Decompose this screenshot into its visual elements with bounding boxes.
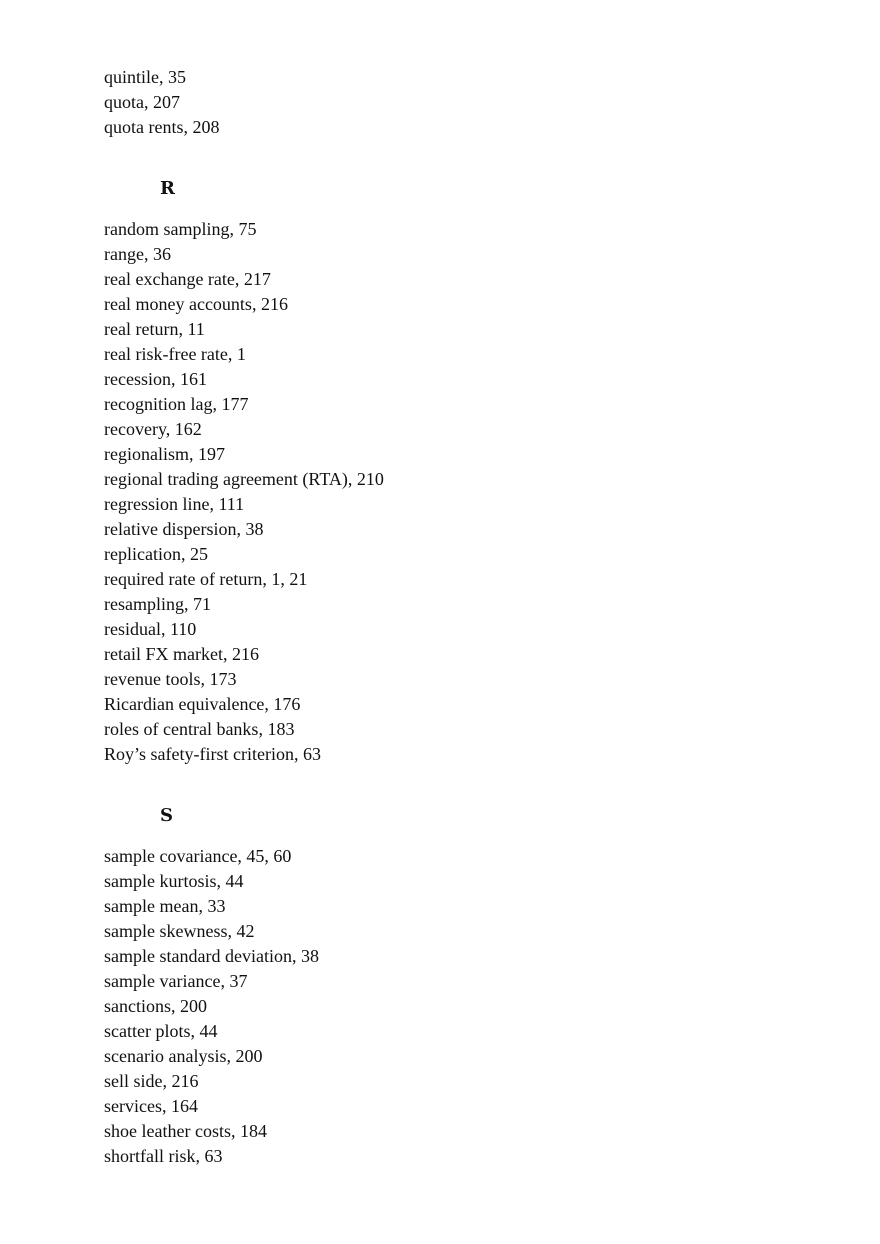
index-entry: real return, 11 [104,319,205,339]
index-entry: scatter plots, 44 [104,1021,218,1041]
index-entry: real risk-free rate, 1 [104,344,246,364]
index-entry: scenario analysis, 200 [104,1046,263,1066]
index-entry: roles of central banks, 183 [104,719,295,739]
index-entry: recovery, 162 [104,419,202,439]
index-entry: regression line, 111 [104,494,245,514]
index-entry: Ricardian equivalence, 176 [104,694,301,714]
index-entry: revenue tools, 173 [104,669,237,689]
index-entry: sample kurtosis, 44 [104,871,244,891]
index-entry: required rate of return, 1, 21 [104,569,308,589]
section-heading-s: S [160,805,173,826]
index-entry: relative dispersion, 38 [104,519,264,539]
section-r-entries [104,217,384,767]
section-s-entries [104,844,319,1169]
index-entry: replication, 25 [104,544,208,564]
index-entry: quota, 207 [104,92,180,112]
index-entry: sample skewness, 42 [104,921,255,941]
index-entry: regional trading agreement (RTA), 210 [104,469,384,489]
index-entry: retail FX market, 216 [104,644,259,664]
section-heading-r: R [160,178,175,199]
index-entry: shortfall risk, 63 [104,1146,223,1166]
index-entry: residual, 110 [104,619,197,639]
index-entry: regionalism, 197 [104,444,225,464]
index-entry: sell side, 216 [104,1071,199,1091]
index-entry: recognition lag, 177 [104,394,249,414]
index-entry: sample covariance, 45, 60 [104,846,292,866]
index-entry: sample mean, 33 [104,896,226,916]
index-entry: sanctions, 200 [104,996,207,1016]
continued-entries [104,65,219,140]
index-entry: resampling, 71 [104,594,211,614]
index-entry: sample standard deviation, 38 [104,946,319,966]
index-entry: quintile, 35 [104,67,186,87]
index-entry: Roy’s safety-first criterion, 63 [104,744,321,764]
index-entry: real exchange rate, 217 [104,269,271,289]
index-entry: services, 164 [104,1096,198,1116]
index-entry: shoe leather costs, 184 [104,1121,267,1141]
index-entry: random sampling, 75 [104,219,257,239]
index-entry: recession, 161 [104,369,207,389]
index-entry: quota rents, 208 [104,117,220,137]
index-entry: sample variance, 37 [104,971,248,991]
index-entry: range, 36 [104,244,171,264]
index-entry: real money accounts, 216 [104,294,288,314]
